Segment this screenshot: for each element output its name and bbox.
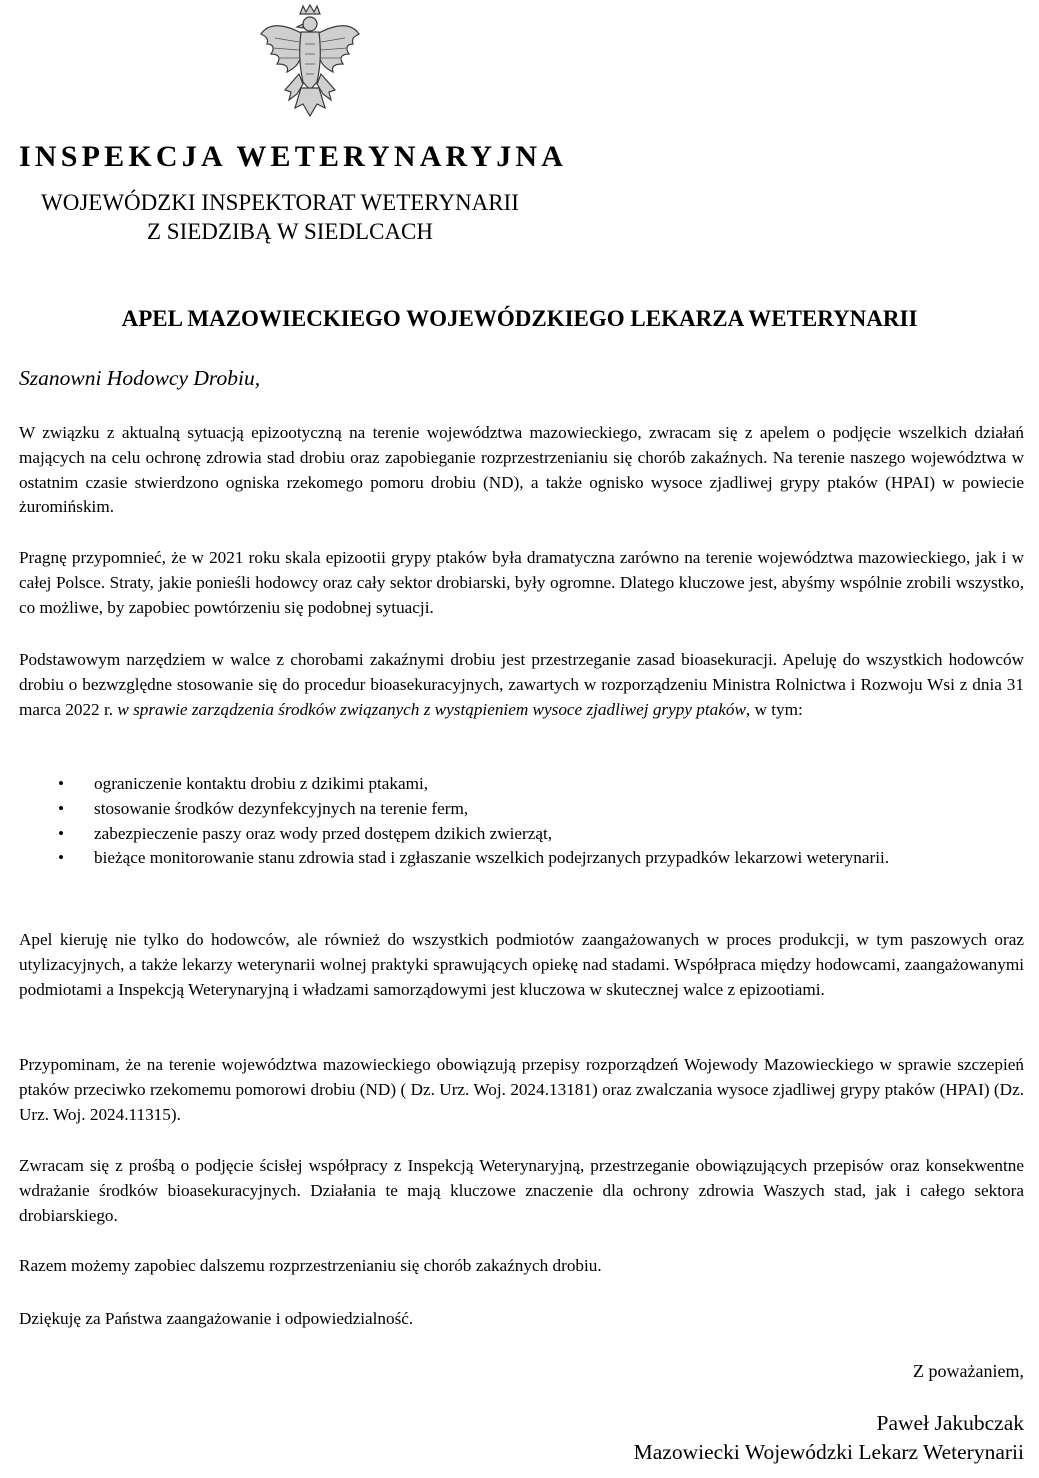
paragraph-together: Razem możemy zapobiec dalszemu rozprzestrzenianiu się chorób zakaźnych drobiu.	[19, 1256, 602, 1275]
biosecurity-measures-list	[19, 772, 1024, 871]
paragraph-biosecurity	[19, 648, 1024, 722]
paragraph-appeal-stakeholders: Apel kieruję nie tylko do hodowców, ale również do wszystkich podmiotów zaangażowanych w proces produkcji, w tym paszowych oraz utylizacyjnych, a także lekarzy weterynarii wolnej praktyki sprawujących opiekę nad stadami. Współpraca między hodowcami, zaangażowanymi podmiotami a Inspekcją Weterynaryjną i władzami samorządowymi jest kluczowa w skutecznej walce z epizootiami.	[19, 930, 1024, 999]
inspectorate-line-1: WOJEWÓDZKI INSPEKTORAT WETERYNARII	[41, 190, 519, 215]
list-item: • bieżące monitorowanie stanu zdrowia stad i zgłaszanie wszelkich podejrzanych przypadków lekarzowi weterynarii.	[19, 846, 1024, 871]
bullet-icon: •	[58, 774, 65, 793]
list-item: • stosowanie środków dezynfekcyjnych na terenie ferm,	[19, 797, 1024, 822]
regulation-title: w sprawie zarządzenia środków związanych z wystąpieniem wysoce zjadliwej grypy ptaków	[117, 699, 746, 719]
signature-name: Paweł Jakubczak	[876, 1411, 1024, 1435]
bullet-icon: •	[58, 823, 65, 843]
closing-phrase: Z poważaniem,	[913, 1361, 1024, 1381]
paragraph-2021-reminder: Pragnę przypomnieć, że w 2021 roku skala epizootii grypy ptaków była dramatyczna zarówno na terenie województwa mazowieckiego, jak i w całej Polsce. Straty, jakie ponieśli hodowcy oraz cały sektor drobiarski, były ogromne. Dlatego kluczowe jest, abyśmy wspólnie zrobili wszystko, co możliwe, by zapobiec powtórzeniu się podobnej sytuacji.	[19, 548, 1024, 617]
paragraph-biosecurity-end: , w tym:	[745, 699, 803, 719]
document-title: APEL MAZOWIECKIEGO WOJEWÓDZKIEGO LEKARZA WETERYNARII	[121, 306, 918, 331]
list-item: • zabezpieczenie paszy oraz wody przed dostępem dzikich zwierząt,	[19, 822, 1024, 847]
paragraph-situation: W związku z aktualną sytuacją epizootyczną na terenie województwa mazowieckiego, zwracam się z apelem o podjęcie wszelkich działań mających na celu ochronę zdrowia stad drobiu oraz zapobieganie rozprzestrzenianiu się chorób zakaźnych. Na terenie naszego województwa w ostatnim czasie stwierdzono ogniska rzekomego pomoru drobiu (ND), a także ognisko wysoce zjadliwej grypy ptaków (HPAI) w powiecie żuromińskim.	[19, 423, 1024, 517]
paragraph-cooperation: Zwracam się z prośbą o podjęcie ścisłej współpracy z Inspekcją Weterynaryjną, przestrzeganie obowiązujących przepisów oraz konsekwentne wdrażanie środków bioasekuracyjnych. Działania te mają kluczowe znaczenie dla ochrony zdrowia Waszych stad, jak i całego sektora drobiarskiego.	[19, 1156, 1024, 1225]
inspectorate-line-2: Z SIEDZIBĄ W SIEDLCACH	[147, 219, 434, 244]
paragraph-biosecurity-start: Podstawowym narzędziem w walce z chorobami zakaźnymi drobiu jest przestrzeganie zasad bioasekuracji. Apeluję do wszystkich hodowców drobiu o bezwzględne stosowanie się do procedur bioasekuracyjnych, zawartych w rozporządzeniu Ministra Rolnictwa i Rozwoju Wsi z dnia 31 marca 2022 r.	[19, 650, 1024, 719]
polish-eagle-emblem-icon	[255, 4, 365, 124]
bullet-icon: •	[58, 848, 65, 868]
list-item: • ograniczenie kontaktu drobiu z dzikimi ptakami,	[19, 772, 1024, 797]
signature-role: Mazowiecki Wojewódzki Lekarz Weterynarii	[633, 1440, 1024, 1464]
paragraph-thanks: Dziękuję za Państwa zaangażowanie i odpowiedzialność.	[19, 1309, 414, 1328]
bullet-icon: •	[58, 798, 65, 818]
institution-name: INSPEKCJA WETERYNARYJNA	[19, 140, 568, 173]
paragraph-regulations: Przypominam, że na terenie województwa mazowieckiego obowiązują przepisy rozporządzeń Wojewody Mazowieckiego w sprawie szczepień ptaków przeciwko rzekomemu pomorowi drobiu (ND) ( Dz. Urz. Woj. 2024.13181) oraz zwalczania wysoce zjadliwej grypy ptaków (HPAI) (Dz. Urz. Woj. 2024.11315).	[19, 1055, 1024, 1124]
greeting: Szanowni Hodowcy Drobiu,	[19, 366, 261, 390]
